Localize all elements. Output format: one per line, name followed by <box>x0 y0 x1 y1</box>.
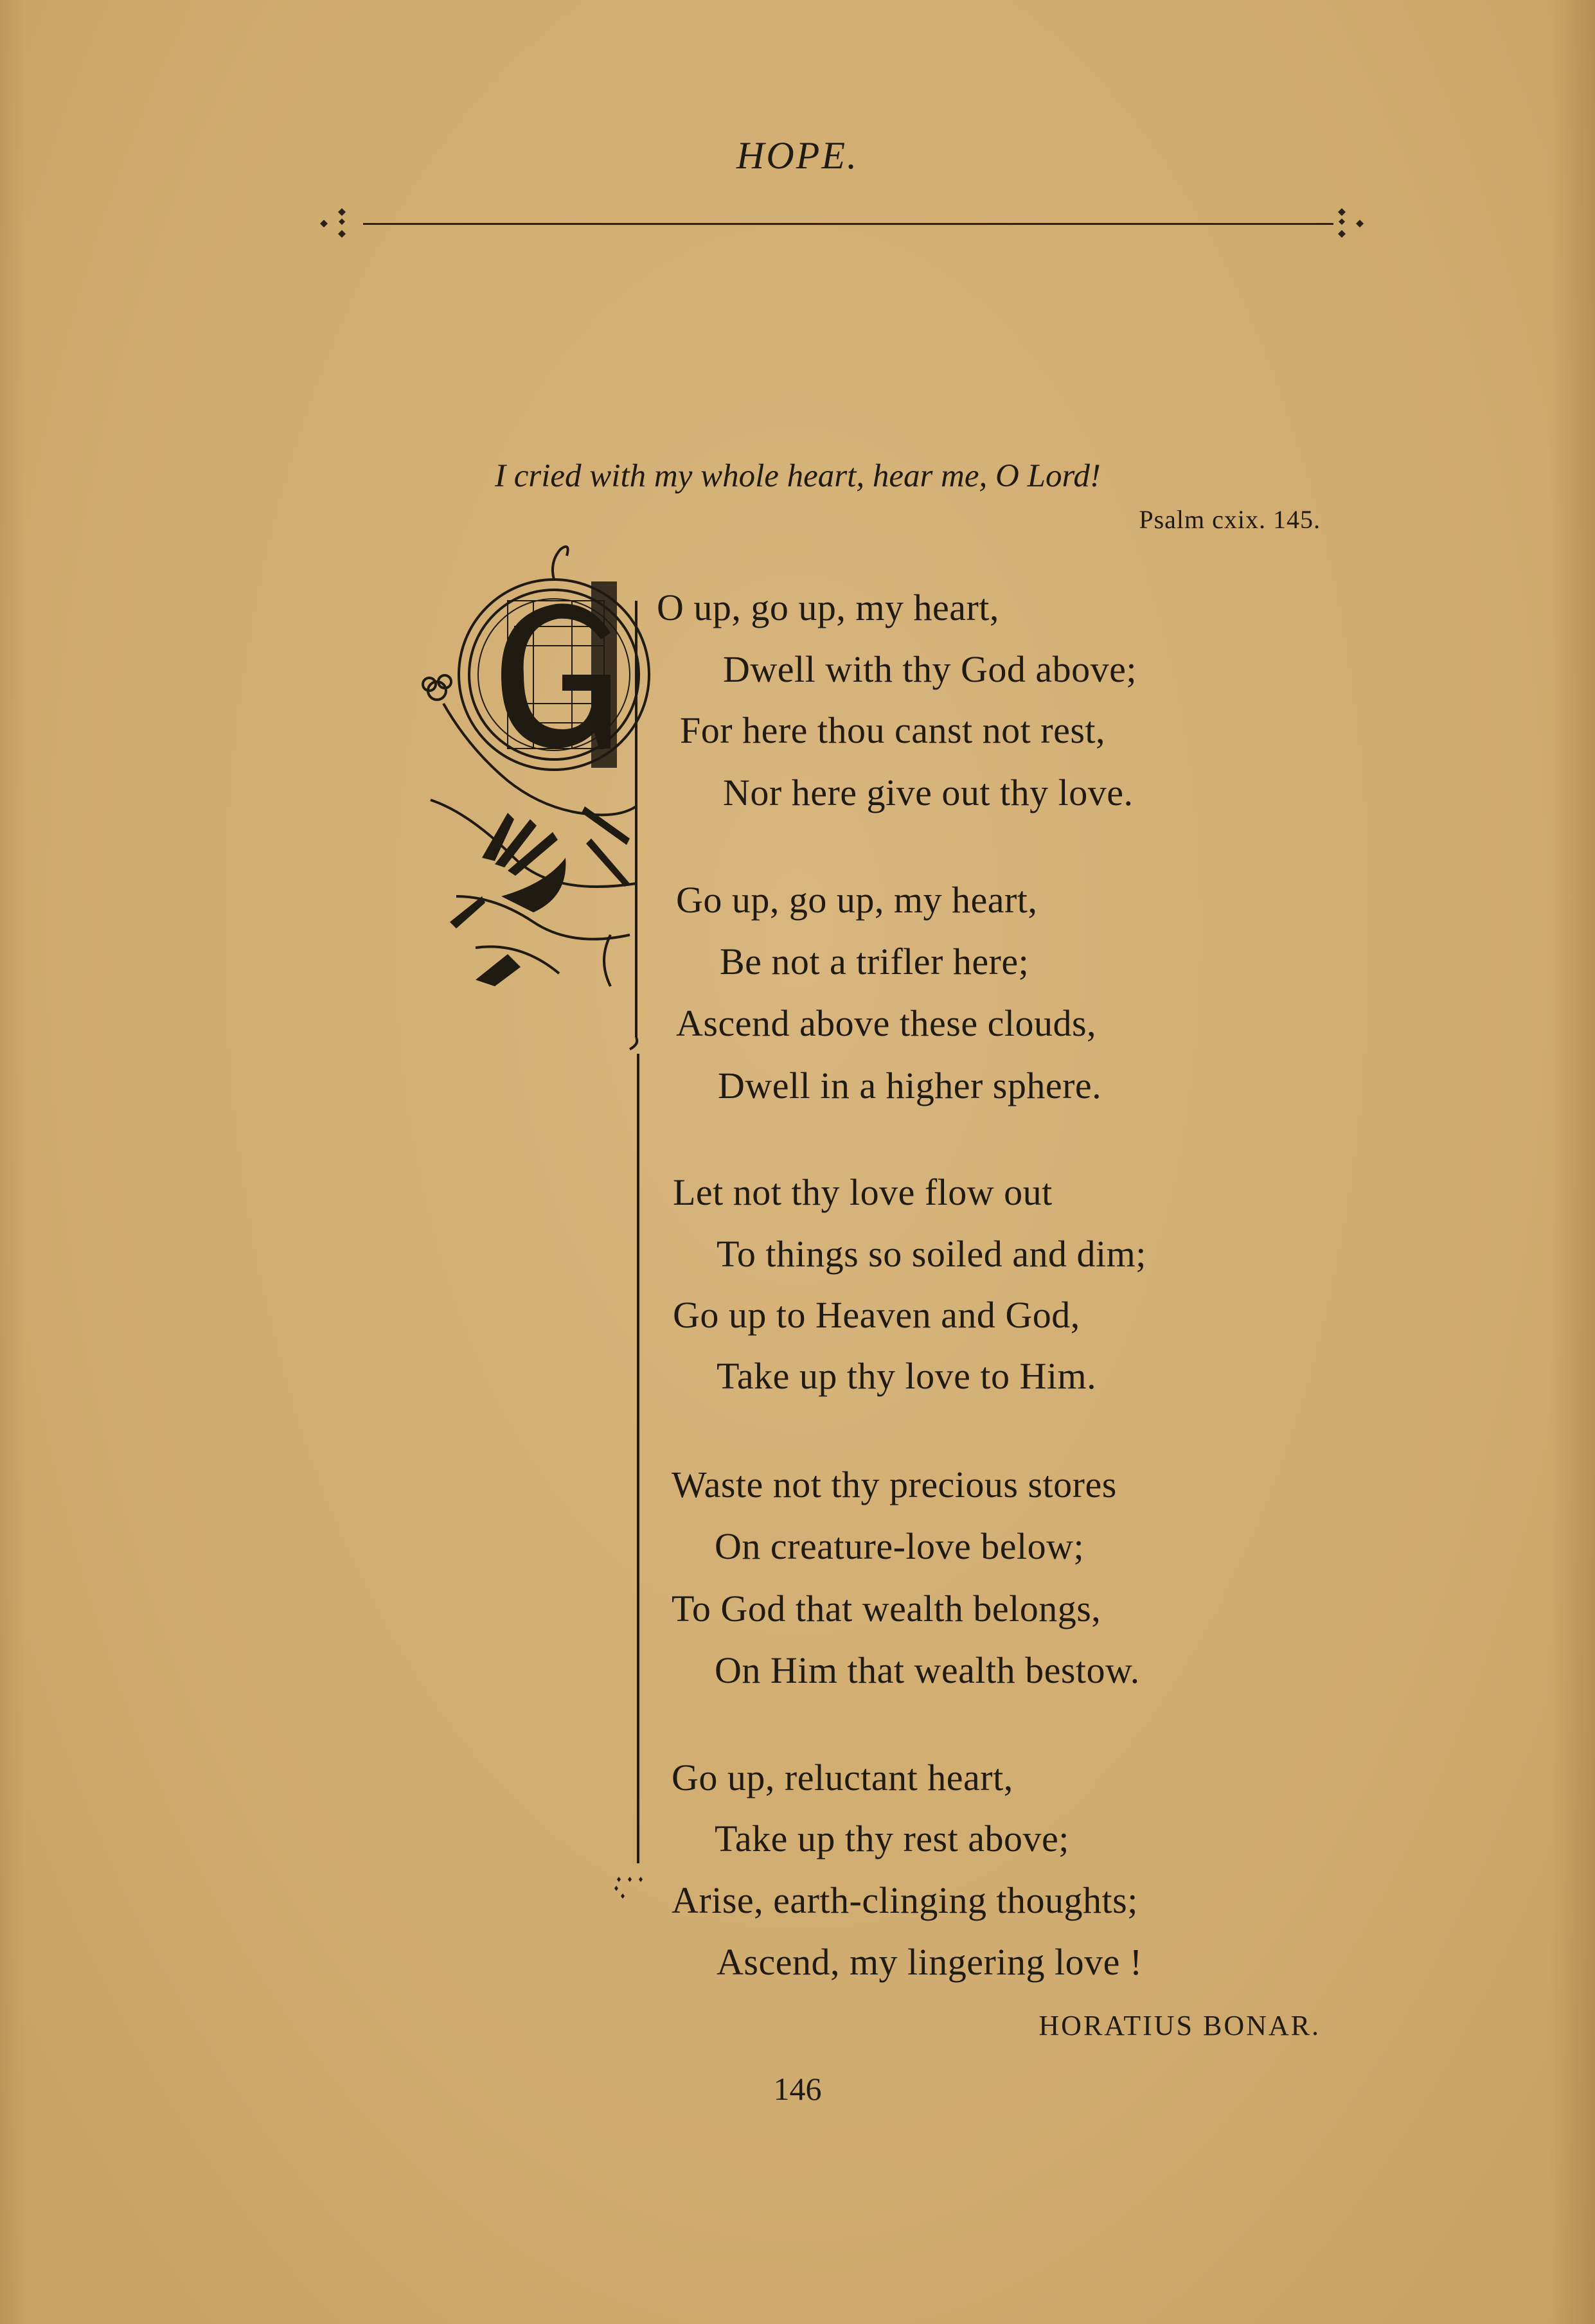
verse-line: Nor here give out thy love. <box>723 772 1134 813</box>
star-cluster-ornament-icon <box>612 1873 657 1905</box>
page-number: 146 <box>773 2071 822 2107</box>
margin-vertical-rule <box>637 1054 639 1863</box>
verse-line: Dwell in a higher sphere. <box>718 1065 1102 1106</box>
verse-line: On Him that wealth bestow. <box>715 1649 1140 1691</box>
drop-cap-g-ornament-icon <box>418 537 655 1051</box>
right-diamond-ornament-icon <box>1332 204 1370 243</box>
epigraph-text: I cried with my whole heart, hear me, O Lord! <box>495 458 1101 494</box>
left-diamond-ornament-icon <box>314 204 352 243</box>
verse-line: Dwell with thy God above; <box>723 648 1137 690</box>
epigraph-citation: Psalm cxix. 145. <box>1139 505 1321 534</box>
verse-line: Let not thy love flow out <box>673 1171 1053 1213</box>
verse-line: Go up to Heaven and God, <box>673 1294 1080 1336</box>
verse-line: On creature-love below; <box>715 1525 1085 1567</box>
verse-line: Waste not thy precious stores <box>672 1464 1117 1505</box>
verse-line: Go up, reluctant heart, <box>672 1757 1013 1798</box>
verse-line: Ascend, my lingering love ! <box>717 1941 1143 1983</box>
verse-line: Take up thy love to Him. <box>717 1355 1097 1397</box>
header-rule <box>363 223 1333 225</box>
running-title: HOPE. <box>736 134 859 177</box>
verse-line: Take up thy rest above; <box>715 1818 1069 1859</box>
verse-line: For here thou canst not rest, <box>680 709 1106 751</box>
author-name: HORATIUS BONAR. <box>1038 2010 1321 2041</box>
verse-line: Arise, earth-clinging thoughts; <box>672 1879 1138 1921</box>
verse-line: To God that wealth belongs, <box>672 1588 1101 1629</box>
verse-line: Ascend above these clouds, <box>676 1002 1097 1044</box>
verse-line: O up, go up, my heart, <box>657 587 999 628</box>
page-edge-shadow-left <box>0 0 26 2324</box>
page-edge-shadow-right <box>1550 0 1595 2324</box>
verse-line: To things so soiled and dim; <box>717 1233 1146 1275</box>
verse-line: Be not a trifler here; <box>720 941 1029 982</box>
verse-line: Go up, go up, my heart, <box>676 879 1038 921</box>
